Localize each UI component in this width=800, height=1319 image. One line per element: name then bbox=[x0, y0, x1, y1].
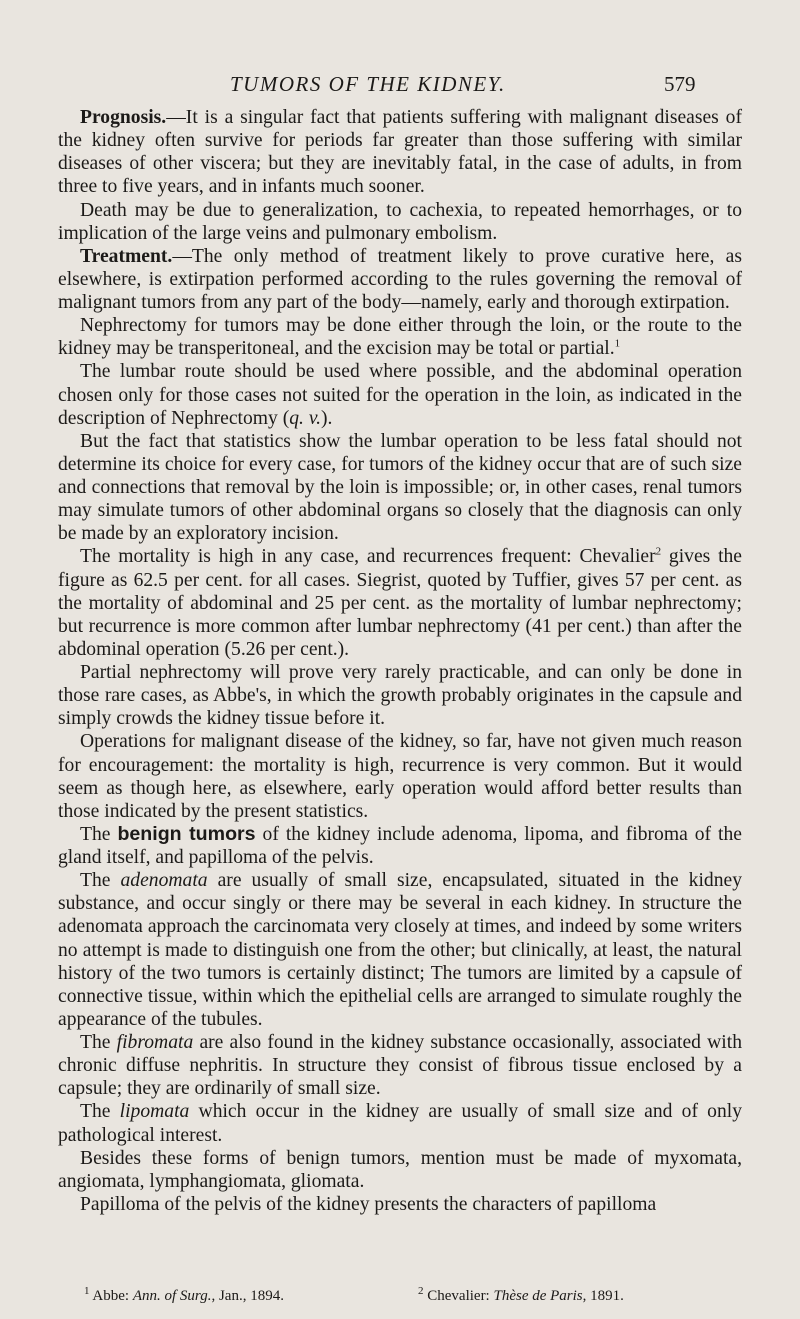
paragraph-papilloma: Papilloma of the pelvis of the kidney presents the characters of papilloma bbox=[80, 1193, 657, 1215]
footnote-ref-2: 2 bbox=[655, 545, 662, 558]
paragraph-mortality: The mortality is high in any case, and recurrences frequent: Chevalier$^2$ gives the figure as 62.5 per cent. for all cases. Siegrist, quoted by Tuffier, gives 57 per cent. as the mortality of abdominal and 25 per cent. as the mortality of lumbar nephrectomy; but recurrence is more common after lumbar nephrectomy (41 per cent.) than after the abdominal operation (5.26 per cent.). bbox=[58, 545, 743, 660]
paragraph-treatment: Treatment.—The only method of treatment likely to prove curative here, as elsewhere, is extirpation performed according to the rules governing the removal of malignant tumors from any part of the body—namely, early and thorough extirpation. bbox=[58, 245, 742, 313]
footnote-ref-1: 1 bbox=[614, 337, 621, 350]
page-header bbox=[0, 72, 800, 102]
footnote-2: $^2$ Chevalier: Thèse de Paris, 1891. bbox=[418, 1285, 624, 1304]
paragraph-lipomata: The lipomata which occur in the kidney are usually of small size and of only pathological interest. bbox=[58, 1101, 742, 1146]
paragraph-lumbar-route: The lumbar route should be used where possible, and the abdominal operation chosen only for those cases not suited for the operation in the loin, as indicated in the description of Nephrectomy (q. v.). bbox=[58, 361, 742, 429]
section-lead-prognosis: Prognosis. bbox=[80, 107, 167, 128]
paragraph-death-causes: Death may be due to generalization, to cachexia, to repeated hemorrhages, or to implication of the large veins and pulmonary embolism. bbox=[58, 199, 742, 244]
running-title: TUMORS OF THE KIDNEY. bbox=[230, 72, 506, 96]
paragraph-prognosis: Prognosis.—It is a singular fact that patients suffering with malignant diseases of the kidney often survive for periods far greater than those suffering with similar diseases of other viscera; but they are inevitably fatal, in the case of adults, in from three to five years, and in infants much sooner. bbox=[58, 107, 742, 198]
paragraph-partial-nephrectomy: Partial nephrectomy will prove very rarely practicable, and can only be done in those rare cases, as Abbe's, in which the growth probably originates in the capsule and simply crowds the kidney tissue before it. bbox=[58, 662, 742, 730]
paragraph-nephrectomy: Nephrectomy for tumors may be done either through the loin, or the route to the kidney may be transperitoneal, and the excision may be total or partial.$^1$ bbox=[58, 315, 742, 360]
paragraph-statistics: But the fact that statistics show the lumbar operation to be less fatal should not determine its choice for every case, for tumors of the kidney occur that are of such size and connections that removal by the loin is impossible; or, in other cases, renal tumors may simulate tumors of other abdominal organs so closely that the diagnosis can only be made by an exploratory incision. bbox=[58, 430, 742, 545]
paragraph-adenomata: The adenomata are usually of small size, encapsulated, situated in the kidney substance, and occur singly or there may be several in each kidney. In structure the adenomata approach the carcinomata very closely at times, and indeed by some writers no attempt is made to distinguish one from the other; but clinically, at least, the natural history of the two tumors is certainly distinct; The tumors are limited by a capsule of connective tissue, within which the epithelial cells are arranged to simulate roughly the appearance of the tubules. bbox=[58, 870, 742, 1030]
paragraph-benign-tumors: The benign tumors of the kidney include adenoma, lipoma, and fibroma of the gland itself, and papilloma of the pelvis. bbox=[58, 822, 742, 868]
body-text bbox=[58, 106, 742, 1216]
footnote-1: $^1$ Abbe: Ann. of Surg., Jan., 1894. bbox=[84, 1285, 284, 1304]
page-number: 579 bbox=[664, 72, 696, 96]
benign-tumors-heading: benign tumors bbox=[117, 822, 256, 845]
section-lead-treatment: Treatment. bbox=[80, 245, 173, 267]
paragraph-fibromata: The fibromata are also found in the kidney substance occasionally, associated with chronic diffuse nephritis. In structure they consist of fibrous tissue enclosed by a capsule; they are ordinarily of small size. bbox=[58, 1032, 742, 1100]
paragraph-operations: Operations for malignant disease of the kidney, so far, have not given much reason for encouragement: the mortality is high, recurrence is very common. But it would seem as though here, as elsewhere, early operation would afford better results than those indicated by the present statistics. bbox=[58, 731, 742, 822]
paragraph-other-forms: Besides these forms of benign tumors, mention must be made of myxomata, angiomata, lymphangiomata, gliomata. bbox=[58, 1147, 742, 1192]
footnotes bbox=[84, 1285, 742, 1308]
